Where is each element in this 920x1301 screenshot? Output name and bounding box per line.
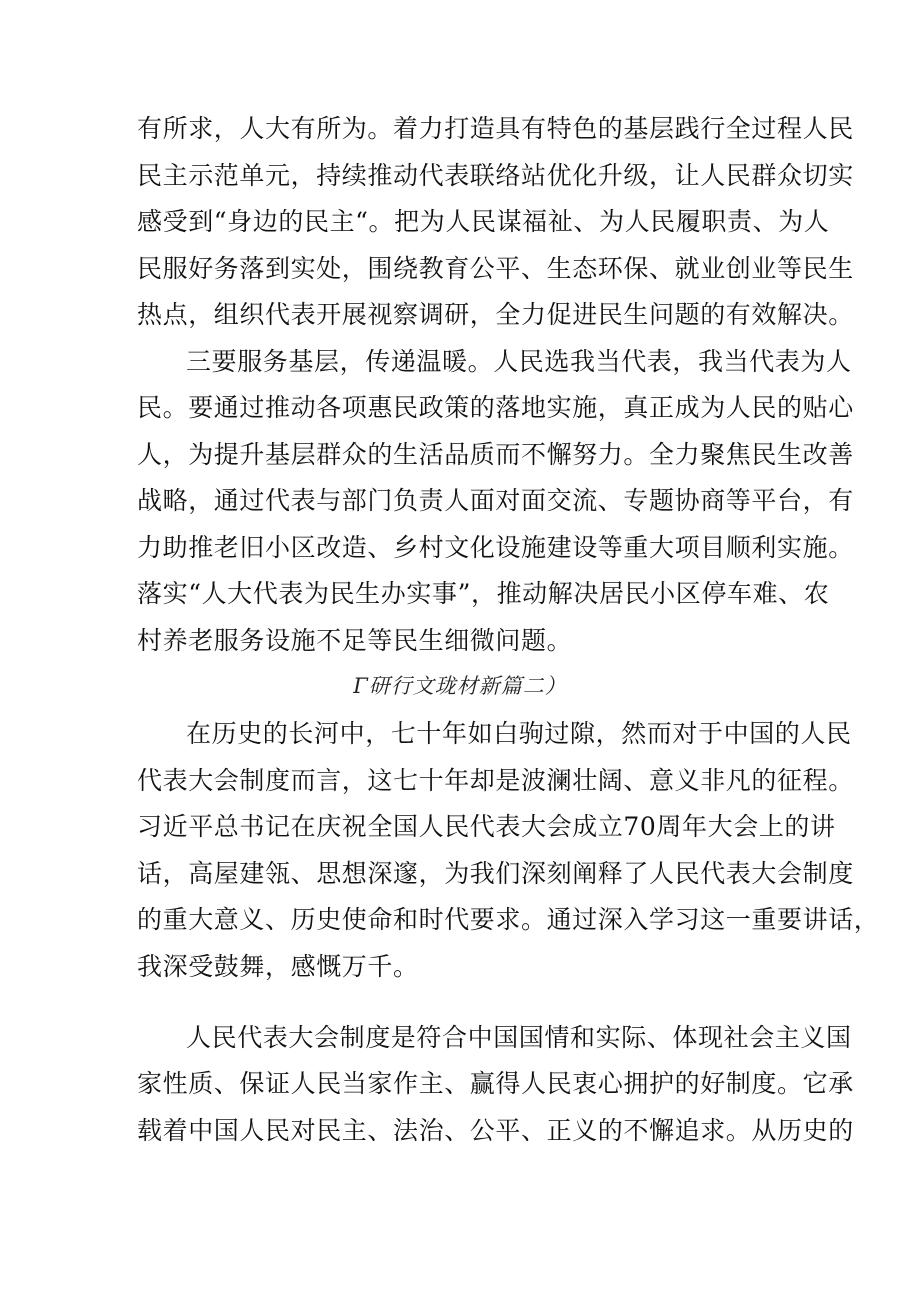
- paragraph-line: 我深受鼓舞，感慨万千。: [137, 952, 419, 981]
- paragraph-line: 力助推老旧小区改造、乡村文化设施建设等重大项目顺利实施。: [137, 533, 854, 562]
- section-heading: Γ研行文珑材新篇二）: [353, 674, 567, 698]
- paragraph-line: 人民代表大会制度是符合中国国情和实际、体现社会主义国: [186, 1023, 852, 1052]
- paragraph-line: 民服好务落到实处，围绕教育公平、生态环保、就业创业等民生: [137, 254, 854, 283]
- paragraph-line: 民主示范单元，持续推动代表联络站优化升级，让人民群众切实: [137, 161, 854, 190]
- paragraph-line: 家性质、保证人民当家作主、赢得人民衷心拥护的好制度。它承: [137, 1069, 854, 1098]
- paragraph-line: 战略，通过代表与部门负责人面对面交流、专题协商等平台，有: [137, 486, 854, 515]
- paragraph-line: 村养老服务设施不足等民生细微问题。: [137, 626, 573, 655]
- paragraph-line: 人，为提升基层群众的生活品质而不懈努力。全力聚焦民生改善: [137, 440, 854, 469]
- paragraph-line: 三要服务基层，传递温暖。人民选我当代表，我当代表为人: [186, 347, 852, 376]
- paragraph-line: 热点，组织代表开展视察调研，全力促进民生问题的有效解决。: [137, 300, 854, 329]
- paragraph-line: 落实“人大代表为民生办实事”，推动解决居民小区停车难、农: [137, 579, 830, 608]
- paragraph-line: 话，高屋建瓴、思想深邃，为我们深刻阐释了人民代表大会制度: [137, 859, 854, 888]
- paragraph-line: 的重大意义、历史使命和时代要求。通过深入学习这一重要讲话，: [137, 905, 880, 934]
- paragraph-line: 代表大会制度而言，这七十年却是波澜壮阔、意义非凡的征程。: [137, 766, 854, 795]
- paragraph-line: 民。要通过推动各项惠民政策的落地实施，真正成为人民的贴心: [137, 393, 854, 422]
- paragraph-line: 感受到“身边的民主“。把为人民谋福祉、为人民履职责、为人: [137, 207, 830, 236]
- paragraph-line: 习近平总书记在庆祝全国人民代表大会成立70周年大会上的讲: [137, 812, 836, 841]
- paragraph-line: 载着中国人民对民主、法治、公平、正义的不懈追求。从历史的: [137, 1116, 854, 1145]
- paragraph-line: 在历史的长河中，七十年如白驹过隙，然而对于中国的人民: [186, 719, 852, 748]
- paragraph-line: 有所求，人大有所为。着力打造具有特色的基层践行全过程人民: [137, 114, 854, 143]
